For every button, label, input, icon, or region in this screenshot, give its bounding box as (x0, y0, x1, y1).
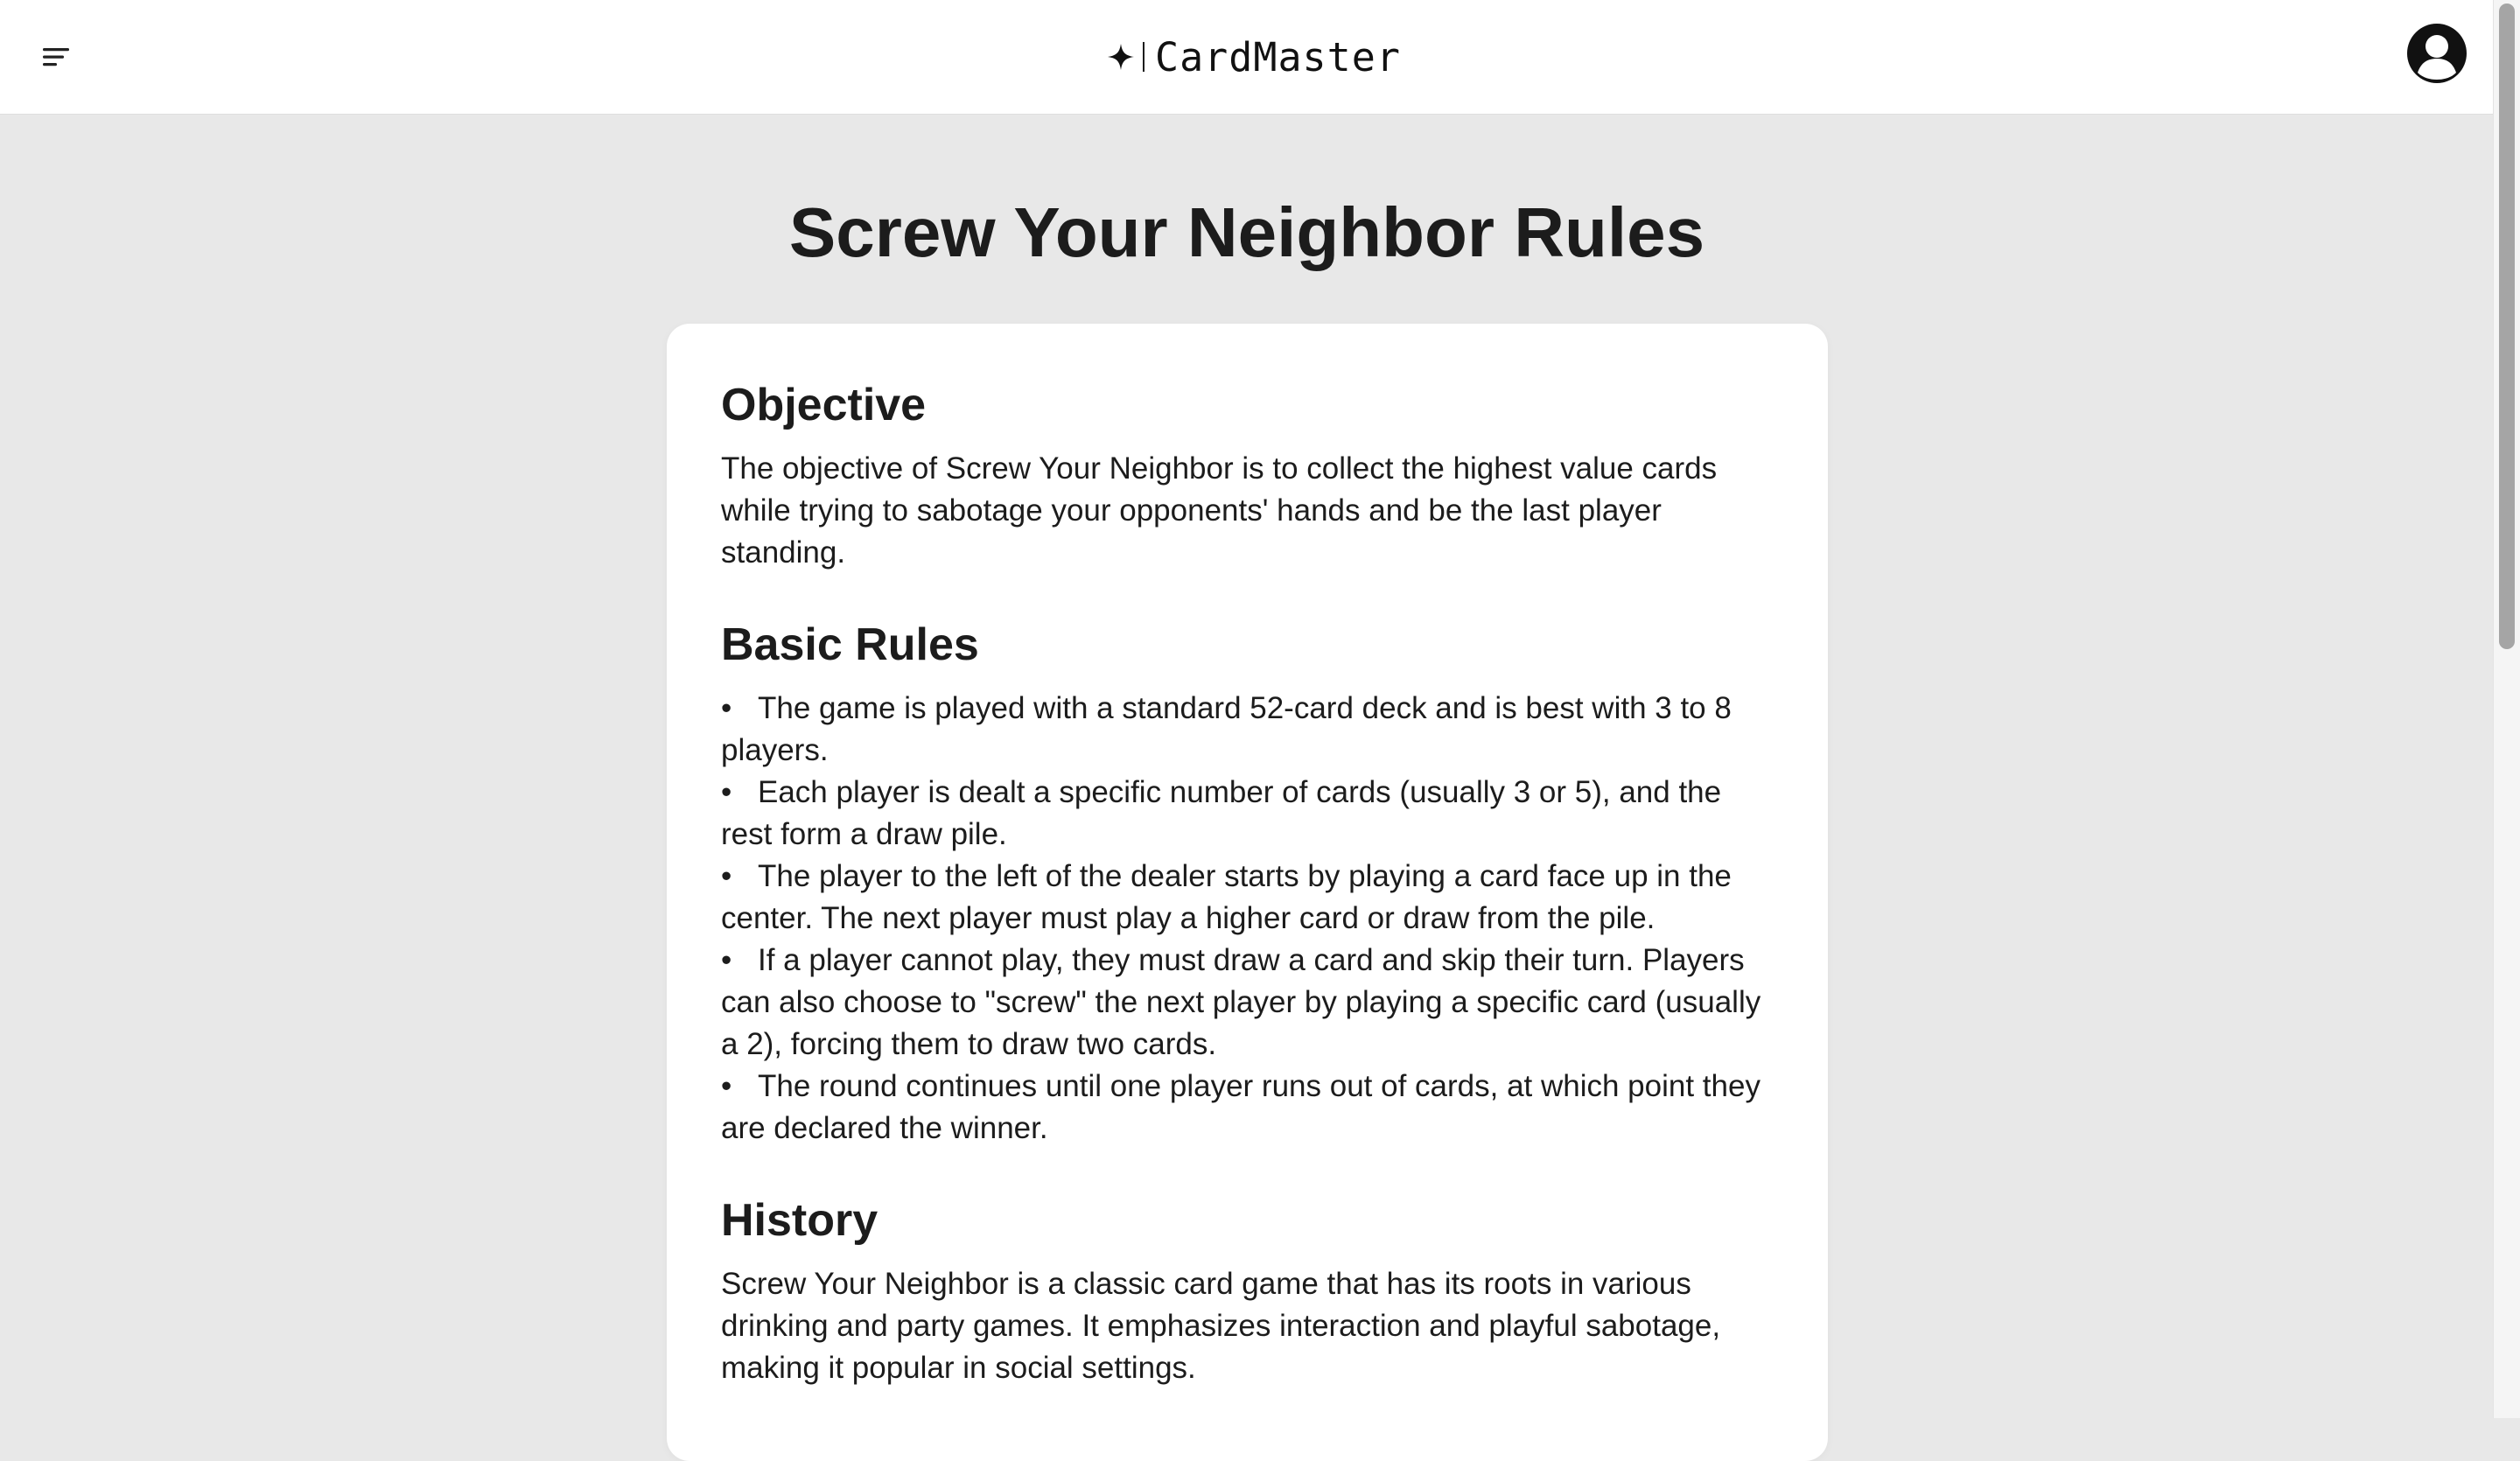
bullet-icon: • (721, 775, 732, 809)
basic-rules-section (721, 618, 1774, 1150)
objective-text: The objective of Screw Your Neighbor is to collect the highest value cards while trying to sabotage your opponents' hands and be the last player standing. (721, 451, 1718, 570)
logo-divider (1143, 42, 1144, 72)
history-heading: History (721, 1195, 878, 1246)
objective-heading: Objective (721, 380, 927, 430)
rule-text: The player to the left of the dealer starts by playing a card face up in the center. The next player must play a higher card or draw from the pile. (721, 859, 1732, 935)
sparkle-icon (1106, 42, 1136, 72)
user-avatar-icon (2407, 24, 2467, 83)
basic-rules-heading: Basic Rules (721, 619, 979, 670)
objective-section (721, 378, 1774, 574)
bullet-icon: • (721, 859, 732, 893)
bullet-icon: • (721, 943, 732, 977)
rule-text: The round continues until one player runs out of cards, at which point they are declared the winner. (721, 1069, 1760, 1145)
list-item (721, 940, 1767, 1066)
basic-rules-list (721, 688, 1767, 1150)
history-text: Screw Your Neighbor is a classic card game that has its roots in various drinking and party games. It emphasizes interaction and playful sabotage, making it popular in social settings. (721, 1267, 1721, 1385)
bullet-icon: • (721, 1069, 732, 1103)
scrollbar-thumb[interactable] (2499, 3, 2515, 649)
list-item (721, 772, 1767, 856)
brand-name: CardMaster (1155, 33, 1401, 80)
history-section (721, 1193, 1774, 1389)
rules-card (667, 324, 1828, 1461)
list-item (721, 688, 1767, 772)
account-button[interactable] (2407, 24, 2467, 83)
page-title: Screw Your Neighbor Rules (788, 193, 1705, 271)
top-navigation-bar (0, 0, 2494, 114)
brand-logo[interactable] (1106, 31, 1401, 82)
rule-text: Each player is dealt a specific number of cards (usually 3 or 5), and the rest form a draw pile. (721, 775, 1722, 851)
rule-text: The game is played with a standard 52-card deck and is best with 3 to 8 players. (721, 691, 1732, 767)
rule-text: If a player cannot play, they must draw a card and skip their turn. Players can also choose to "screw" the next player by playing a specific card (usually a 2), forcing them to draw two cards. (721, 943, 1761, 1061)
bullet-icon: • (721, 691, 732, 725)
list-item (721, 1066, 1767, 1150)
scrollbar[interactable] (2493, 0, 2520, 1418)
menu-button[interactable] (40, 42, 72, 72)
hamburger-menu-icon (41, 45, 71, 69)
list-item (721, 856, 1767, 940)
